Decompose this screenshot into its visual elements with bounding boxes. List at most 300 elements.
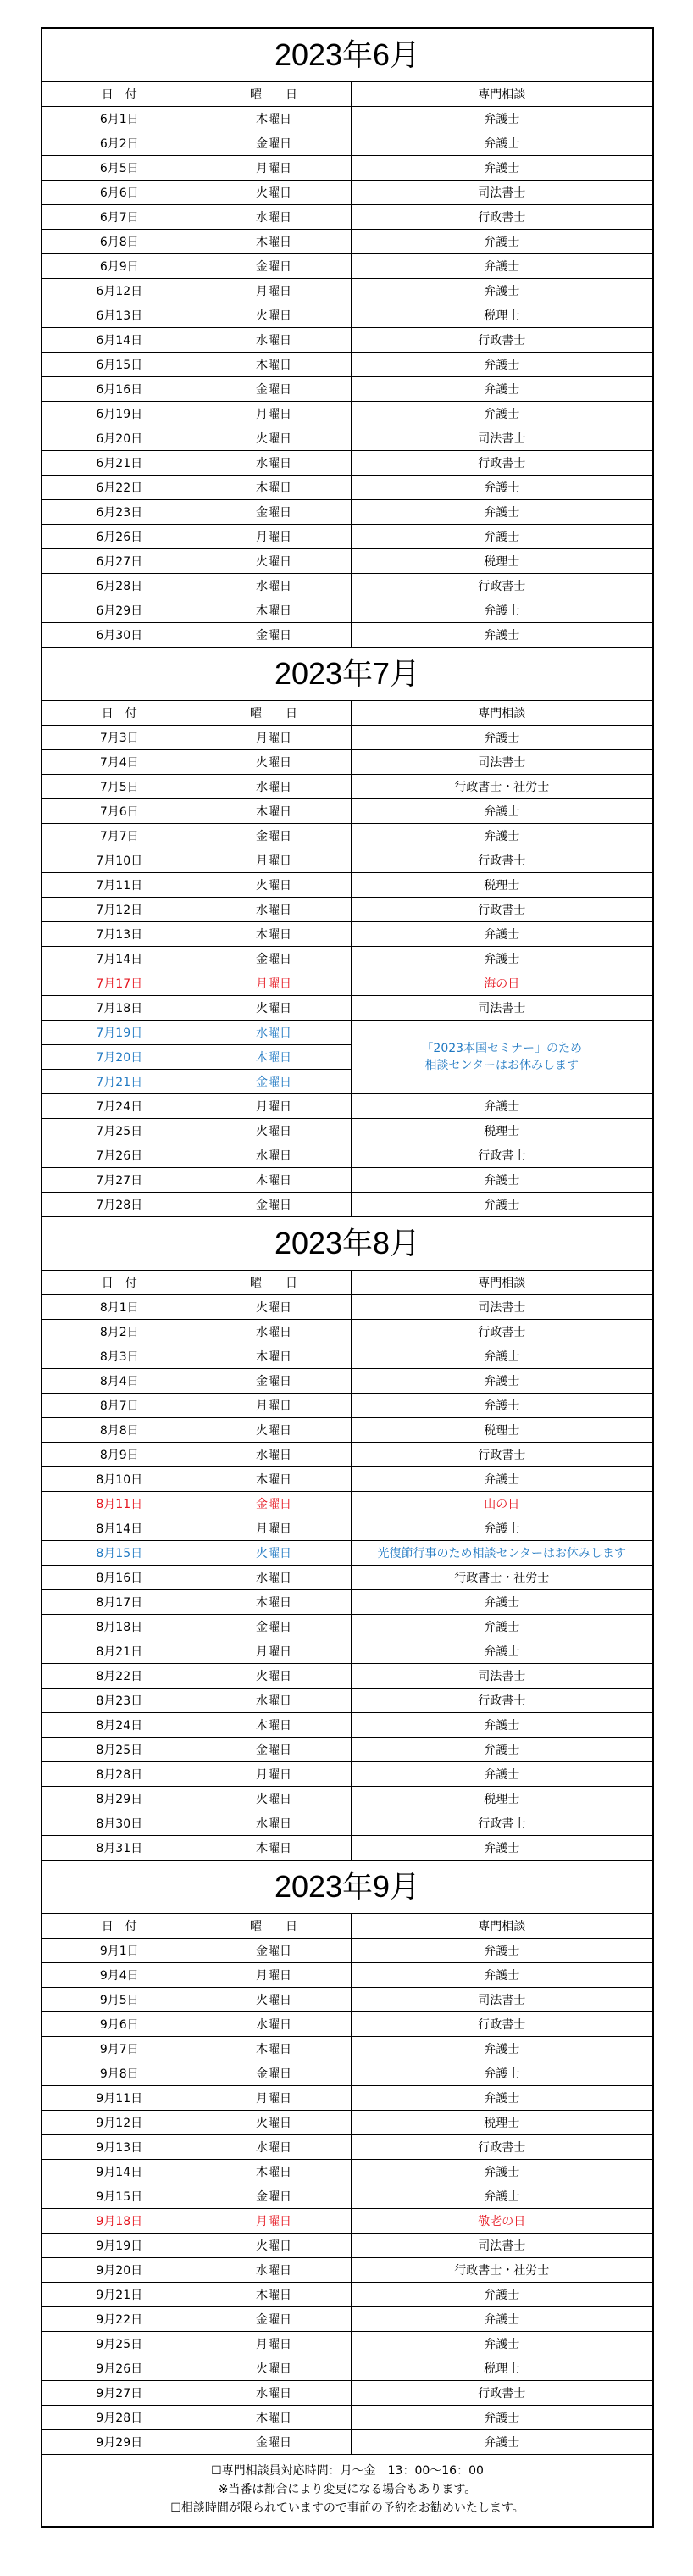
date-column-header: 日 付	[42, 82, 197, 107]
date-cell: 6月28日	[42, 574, 197, 598]
weekday-cell: 水曜日	[197, 205, 351, 230]
weekday-cell: 月曜日	[197, 971, 351, 996]
weekday-cell: 木曜日	[197, 2406, 351, 2430]
weekday-cell: 月曜日	[197, 279, 351, 303]
schedule-table	[42, 1271, 652, 1860]
date-cell: 6月9日	[42, 254, 197, 279]
date-cell: 6月21日	[42, 451, 197, 476]
category-cell: 行政書士	[351, 451, 652, 476]
date-cell: 6月20日	[42, 426, 197, 451]
date-cell: 6月13日	[42, 303, 197, 328]
weekday-cell: 火曜日	[197, 1119, 351, 1143]
date-cell: 8月2日	[42, 1320, 197, 1344]
schedule-row	[42, 1369, 652, 1394]
header-row	[42, 1914, 652, 1939]
weekday-cell: 木曜日	[197, 1590, 351, 1615]
weekday-cell: 木曜日	[197, 2160, 351, 2184]
date-cell: 9月20日	[42, 2258, 197, 2283]
category-cell: 弁護士	[351, 2160, 652, 2184]
date-cell: 6月15日	[42, 353, 197, 377]
schedule-row	[42, 1443, 652, 1467]
date-cell: 9月7日	[42, 2037, 197, 2061]
date-cell: 9月11日	[42, 2086, 197, 2111]
schedule-row	[42, 2234, 652, 2258]
weekday-cell: 金曜日	[197, 1738, 351, 1762]
date-cell: 8月25日	[42, 1738, 197, 1762]
weekday-cell: 金曜日	[197, 1492, 351, 1516]
category-cell: 光復節行事のため相談センターはお休みします	[351, 1541, 652, 1566]
category-cell: 税理士	[351, 2356, 652, 2381]
consultation-schedule	[41, 27, 654, 2528]
date-cell: 6月8日	[42, 230, 197, 254]
date-cell: 6月1日	[42, 107, 197, 131]
category-cell: 行政書士	[351, 1320, 652, 1344]
category-cell: 弁護士	[351, 1094, 652, 1119]
category-cell: 行政書士	[351, 848, 652, 873]
weekday-cell: 木曜日	[197, 1836, 351, 1861]
category-cell: 山の日	[351, 1492, 652, 1516]
schedule-row	[42, 1988, 652, 2012]
schedule-row	[42, 1836, 652, 1861]
schedule-row	[42, 2406, 652, 2430]
schedule-row	[42, 1143, 652, 1168]
schedule-row	[42, 1811, 652, 1836]
date-cell: 7月10日	[42, 848, 197, 873]
schedule-table	[42, 701, 652, 1216]
category-cell: 行政書士	[351, 1443, 652, 1467]
category-cell: 行政書士	[351, 1811, 652, 1836]
date-cell: 8月1日	[42, 1295, 197, 1320]
schedule-row	[42, 996, 652, 1021]
schedule-row	[42, 1590, 652, 1615]
category-cell: 弁護士	[351, 1394, 652, 1418]
schedule-row	[42, 1021, 652, 1045]
category-cell: 弁護士	[351, 1738, 652, 1762]
weekday-cell: 水曜日	[197, 2258, 351, 2283]
schedule-row	[42, 775, 652, 799]
weekday-cell: 金曜日	[197, 500, 351, 525]
category-cell: 弁護士	[351, 131, 652, 156]
date-column-header: 日 付	[42, 701, 197, 726]
date-cell: 9月18日	[42, 2209, 197, 2234]
date-cell: 9月8日	[42, 2061, 197, 2086]
date-cell: 6月23日	[42, 500, 197, 525]
schedule-row	[42, 873, 652, 898]
date-cell: 8月30日	[42, 1811, 197, 1836]
weekday-cell: 火曜日	[197, 2234, 351, 2258]
date-cell: 7月24日	[42, 1094, 197, 1119]
date-cell: 7月13日	[42, 922, 197, 947]
category-cell: 弁護士	[351, 1344, 652, 1369]
date-cell: 7月6日	[42, 799, 197, 824]
date-cell: 8月16日	[42, 1566, 197, 1590]
date-cell: 7月26日	[42, 1143, 197, 1168]
weekday-cell: 火曜日	[197, 1787, 351, 1811]
category-cell: 弁護士	[351, 525, 652, 549]
category-cell: 行政書士	[351, 574, 652, 598]
date-cell: 8月18日	[42, 1615, 197, 1639]
date-cell: 9月29日	[42, 2430, 197, 2455]
schedule-row	[42, 451, 652, 476]
date-cell: 7月19日	[42, 1021, 197, 1045]
category-cell: 司法書士	[351, 750, 652, 775]
date-cell: 6月19日	[42, 402, 197, 426]
weekday-column-header: 曜 日	[197, 1271, 351, 1295]
category-column-header: 専門相談	[351, 82, 652, 107]
schedule-row	[42, 1193, 652, 1217]
date-cell: 9月28日	[42, 2406, 197, 2430]
category-cell: 弁護士	[351, 1762, 652, 1787]
category-cell: 弁護士	[351, 254, 652, 279]
schedule-row	[42, 1963, 652, 1988]
category-cell: 弁護士	[351, 156, 652, 181]
schedule-row	[42, 377, 652, 402]
date-cell: 9月15日	[42, 2184, 197, 2209]
schedule-row	[42, 2184, 652, 2209]
schedule-row	[42, 898, 652, 922]
date-cell: 8月8日	[42, 1418, 197, 1443]
date-cell: 9月1日	[42, 1939, 197, 1963]
date-cell: 7月4日	[42, 750, 197, 775]
date-cell: 7月25日	[42, 1119, 197, 1143]
category-cell: 弁護士	[351, 377, 652, 402]
category-cell: 司法書士	[351, 426, 652, 451]
schedule-row	[42, 353, 652, 377]
weekday-cell: 金曜日	[197, 2430, 351, 2455]
category-cell: 弁護士	[351, 2086, 652, 2111]
date-cell: 7月20日	[42, 1045, 197, 1070]
category-cell: 弁護士	[351, 230, 652, 254]
weekday-cell: 水曜日	[197, 328, 351, 353]
date-cell: 9月12日	[42, 2111, 197, 2135]
closure-note-cell	[351, 1021, 652, 1094]
date-cell: 6月29日	[42, 598, 197, 623]
schedule-row	[42, 2430, 652, 2455]
date-cell: 9月22日	[42, 2307, 197, 2332]
weekday-cell: 水曜日	[197, 1320, 351, 1344]
category-cell: 弁護士	[351, 1963, 652, 1988]
category-cell: 司法書士	[351, 181, 652, 205]
category-cell: 弁護士	[351, 623, 652, 648]
date-cell: 8月23日	[42, 1689, 197, 1713]
schedule-row	[42, 254, 652, 279]
category-cell: 弁護士	[351, 1516, 652, 1541]
category-cell: 弁護士	[351, 726, 652, 750]
date-cell: 9月13日	[42, 2135, 197, 2160]
schedule-row	[42, 947, 652, 971]
weekday-cell: 金曜日	[197, 377, 351, 402]
date-cell: 6月30日	[42, 623, 197, 648]
month-title: 2023年6月	[42, 29, 652, 82]
schedule-row	[42, 1762, 652, 1787]
weekday-cell: 金曜日	[197, 1615, 351, 1639]
weekday-cell: 金曜日	[197, 1939, 351, 1963]
weekday-cell: 木曜日	[197, 1344, 351, 1369]
date-cell: 6月27日	[42, 549, 197, 574]
weekday-cell: 火曜日	[197, 873, 351, 898]
weekday-cell: 月曜日	[197, 1963, 351, 1988]
category-cell: 弁護士	[351, 598, 652, 623]
category-cell: 弁護士	[351, 2406, 652, 2430]
date-cell: 8月10日	[42, 1467, 197, 1492]
category-cell: 弁護士	[351, 1193, 652, 1217]
category-cell: 税理士	[351, 873, 652, 898]
weekday-cell: 木曜日	[197, 1713, 351, 1738]
date-cell: 9月25日	[42, 2332, 197, 2356]
category-cell: 弁護士	[351, 402, 652, 426]
weekday-cell: 火曜日	[197, 181, 351, 205]
weekday-cell: 木曜日	[197, 799, 351, 824]
weekday-cell: 水曜日	[197, 574, 351, 598]
date-cell: 9月27日	[42, 2381, 197, 2406]
schedule-row	[42, 1713, 652, 1738]
weekday-cell: 木曜日	[197, 1168, 351, 1193]
schedule-row	[42, 426, 652, 451]
schedule-row	[42, 328, 652, 353]
category-column-header: 専門相談	[351, 701, 652, 726]
month-section	[42, 1216, 652, 1860]
schedule-row	[42, 1168, 652, 1193]
schedule-row	[42, 1615, 652, 1639]
header-row	[42, 1271, 652, 1295]
schedule-row	[42, 1492, 652, 1516]
category-cell: 行政書士・社労士	[351, 775, 652, 799]
schedule-row	[42, 500, 652, 525]
weekday-cell: 木曜日	[197, 476, 351, 500]
schedule-row	[42, 525, 652, 549]
schedule-row	[42, 476, 652, 500]
date-cell: 8月7日	[42, 1394, 197, 1418]
weekday-cell: 金曜日	[197, 1369, 351, 1394]
schedule-row	[42, 726, 652, 750]
schedule-row	[42, 1418, 652, 1443]
date-cell: 9月26日	[42, 2356, 197, 2381]
category-cell: 弁護士	[351, 2184, 652, 2209]
weekday-cell: 月曜日	[197, 1394, 351, 1418]
schedule-row	[42, 2209, 652, 2234]
weekday-cell: 水曜日	[197, 1689, 351, 1713]
weekday-cell: 火曜日	[197, 1295, 351, 1320]
month-section	[42, 29, 652, 647]
weekday-cell: 水曜日	[197, 2012, 351, 2037]
category-cell: 弁護士	[351, 2283, 652, 2307]
date-cell: 6月16日	[42, 377, 197, 402]
weekday-cell: 金曜日	[197, 2184, 351, 2209]
weekday-column-header: 曜 日	[197, 1914, 351, 1939]
schedule-row	[42, 205, 652, 230]
schedule-row	[42, 799, 652, 824]
schedule-row	[42, 2111, 652, 2135]
schedule-row	[42, 1639, 652, 1664]
schedule-row	[42, 1541, 652, 1566]
weekday-cell: 木曜日	[197, 353, 351, 377]
category-cell: 敬老の日	[351, 2209, 652, 2234]
weekday-cell: 水曜日	[197, 2381, 351, 2406]
schedule-row	[42, 2356, 652, 2381]
schedule-row	[42, 1320, 652, 1344]
notes-footer	[42, 2454, 652, 2526]
month-title: 2023年7月	[42, 647, 652, 701]
schedule-row	[42, 1689, 652, 1713]
category-cell: 弁護士	[351, 1369, 652, 1394]
date-cell: 7月11日	[42, 873, 197, 898]
category-cell: 行政書士	[351, 1143, 652, 1168]
weekday-cell: 水曜日	[197, 451, 351, 476]
weekday-cell: 水曜日	[197, 1811, 351, 1836]
date-cell: 7月12日	[42, 898, 197, 922]
weekday-cell: 木曜日	[197, 107, 351, 131]
date-cell: 6月2日	[42, 131, 197, 156]
category-cell: 司法書士	[351, 1295, 652, 1320]
weekday-cell: 火曜日	[197, 996, 351, 1021]
month-title: 2023年8月	[42, 1216, 652, 1271]
schedule-row	[42, 574, 652, 598]
schedule-row	[42, 623, 652, 648]
weekday-cell: 木曜日	[197, 230, 351, 254]
schedule-row	[42, 402, 652, 426]
date-cell: 8月3日	[42, 1344, 197, 1369]
category-cell: 司法書士	[351, 1988, 652, 2012]
schedule-row	[42, 750, 652, 775]
schedule-row	[42, 131, 652, 156]
date-cell: 7月21日	[42, 1070, 197, 1094]
date-cell: 8月4日	[42, 1369, 197, 1394]
weekday-cell: 金曜日	[197, 947, 351, 971]
note-hours: ☐専門相談員対応時間：月～金 13：00～16：00	[211, 2464, 484, 2478]
category-cell: 税理士	[351, 303, 652, 328]
schedule-row	[42, 2037, 652, 2061]
schedule-row	[42, 303, 652, 328]
schedule-row	[42, 1094, 652, 1119]
category-cell: 弁護士	[351, 279, 652, 303]
date-cell: 8月22日	[42, 1664, 197, 1689]
weekday-cell: 木曜日	[197, 1045, 351, 1070]
weekday-cell: 月曜日	[197, 156, 351, 181]
date-cell: 9月6日	[42, 2012, 197, 2037]
weekday-cell: 水曜日	[197, 1566, 351, 1590]
weekday-cell: 水曜日	[197, 2135, 351, 2160]
date-column-header: 日 付	[42, 1271, 197, 1295]
date-cell: 6月5日	[42, 156, 197, 181]
weekday-cell: 火曜日	[197, 426, 351, 451]
weekday-cell: 火曜日	[197, 303, 351, 328]
category-cell: 弁護士	[351, 922, 652, 947]
category-cell: 弁護士	[351, 107, 652, 131]
schedule-row	[42, 1516, 652, 1541]
schedule-row	[42, 598, 652, 623]
weekday-cell: 月曜日	[197, 402, 351, 426]
weekday-cell: 月曜日	[197, 525, 351, 549]
category-cell: 税理士	[351, 549, 652, 574]
schedule-row	[42, 2160, 652, 2184]
date-cell: 6月22日	[42, 476, 197, 500]
weekday-cell: 火曜日	[197, 1418, 351, 1443]
category-cell: 弁護士	[351, 2430, 652, 2455]
schedule-row	[42, 2135, 652, 2160]
date-cell: 7月18日	[42, 996, 197, 1021]
weekday-cell: 火曜日	[197, 2356, 351, 2381]
category-cell: 行政書士	[351, 2012, 652, 2037]
category-cell: 弁護士	[351, 2037, 652, 2061]
date-cell: 7月28日	[42, 1193, 197, 1217]
date-cell: 8月11日	[42, 1492, 197, 1516]
date-cell: 7月27日	[42, 1168, 197, 1193]
date-cell: 8月24日	[42, 1713, 197, 1738]
weekday-cell: 月曜日	[197, 2086, 351, 2111]
weekday-cell: 金曜日	[197, 1193, 351, 1217]
category-cell: 弁護士	[351, 799, 652, 824]
weekday-column-header: 曜 日	[197, 701, 351, 726]
weekday-cell: 金曜日	[197, 131, 351, 156]
category-cell: 弁護士	[351, 1639, 652, 1664]
date-cell: 8月29日	[42, 1787, 197, 1811]
category-cell: 行政書士	[351, 1689, 652, 1713]
date-cell: 8月9日	[42, 1443, 197, 1467]
category-cell: 税理士	[351, 2111, 652, 2135]
schedule-row	[42, 279, 652, 303]
weekday-cell: 木曜日	[197, 1467, 351, 1492]
weekday-cell: 水曜日	[197, 775, 351, 799]
weekday-cell: 火曜日	[197, 750, 351, 775]
date-cell: 7月14日	[42, 947, 197, 971]
date-cell: 8月17日	[42, 1590, 197, 1615]
weekday-cell: 月曜日	[197, 1094, 351, 1119]
weekday-cell: 水曜日	[197, 1443, 351, 1467]
category-cell: 税理士	[351, 1119, 652, 1143]
category-cell: 弁護士	[351, 1467, 652, 1492]
weekday-cell: 月曜日	[197, 2332, 351, 2356]
weekday-cell: 木曜日	[197, 2037, 351, 2061]
schedule-row	[42, 1787, 652, 1811]
weekday-cell: 金曜日	[197, 2307, 351, 2332]
weekday-cell: 月曜日	[197, 1762, 351, 1787]
category-cell: 行政書士	[351, 2135, 652, 2160]
category-cell: 弁護士	[351, 476, 652, 500]
schedule-row	[42, 1295, 652, 1320]
category-cell: 弁護士	[351, 1590, 652, 1615]
date-column-header: 日 付	[42, 1914, 197, 1939]
header-row	[42, 82, 652, 107]
category-cell: 司法書士	[351, 2234, 652, 2258]
date-cell: 9月4日	[42, 1963, 197, 1988]
month-sections	[42, 29, 652, 2454]
weekday-cell: 木曜日	[197, 598, 351, 623]
date-cell: 8月28日	[42, 1762, 197, 1787]
weekday-cell: 月曜日	[197, 1516, 351, 1541]
category-cell: 税理士	[351, 1787, 652, 1811]
category-column-header: 専門相談	[351, 1914, 652, 1939]
schedule-row	[42, 230, 652, 254]
schedule-row	[42, 1394, 652, 1418]
month-section	[42, 647, 652, 1216]
schedule-row	[42, 107, 652, 131]
category-cell: 弁護士	[351, 824, 652, 848]
schedule-row	[42, 1467, 652, 1492]
schedule-row	[42, 2012, 652, 2037]
date-cell: 7月17日	[42, 971, 197, 996]
category-cell: 行政書士	[351, 2381, 652, 2406]
category-cell: 司法書士	[351, 1664, 652, 1689]
weekday-cell: 月曜日	[197, 848, 351, 873]
note-reservation: ☐相談時間が限られていますので事前の予約をお勧めいたします。	[170, 2501, 524, 2515]
category-cell: 弁護士	[351, 353, 652, 377]
date-cell: 8月15日	[42, 1541, 197, 1566]
schedule-row	[42, 2086, 652, 2111]
date-cell: 6月6日	[42, 181, 197, 205]
schedule-row	[42, 824, 652, 848]
date-cell: 6月7日	[42, 205, 197, 230]
weekday-cell: 火曜日	[197, 549, 351, 574]
